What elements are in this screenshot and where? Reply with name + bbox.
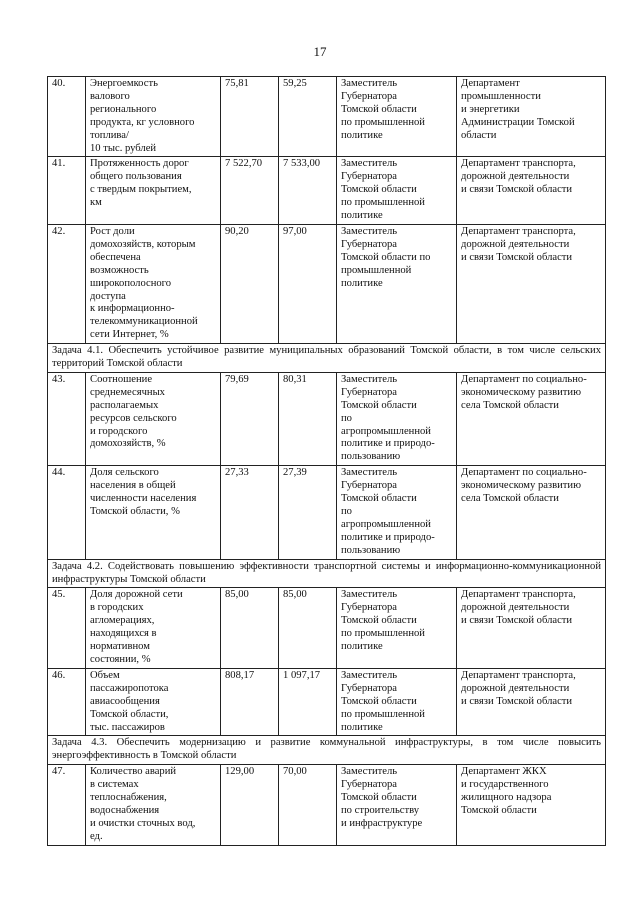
table-row-47 [48,765,606,845]
target-value: 59,25 [279,77,337,157]
task-row-4-3 [48,736,606,765]
responsible-official: Заместитель Губернатора Томской области по агропромышленной политике и природо- пользованию [337,372,457,465]
indicator-name: Количество аварий в системах теплоснабжения, водоснабжения и очистки сточных вод, ед. [86,765,221,845]
responsible-department: Департамент транспорта, дорожной деятельности и связи Томской области [457,668,606,736]
responsible-department: Департамент по социально- экономическому развитию села Томской области [457,466,606,559]
base-value: 85,00 [221,588,279,668]
row-number: 46. [48,668,86,736]
task-row-4-1 [48,344,606,373]
table-row-41 [48,157,606,225]
row-number: 47. [48,765,86,845]
task-heading: Задача 4.2. Содействовать повышению эффективности транспортной системы и информационно-коммуникационной инфраструктуры Томской области [48,559,606,588]
base-value: 75,81 [221,77,279,157]
responsible-department: Департамент транспорта, дорожной деятельности и связи Томской области [457,224,606,343]
table-row-40 [48,77,606,157]
base-value: 7 522,70 [221,157,279,225]
base-value: 27,33 [221,466,279,559]
target-value: 85,00 [279,588,337,668]
base-value: 90,20 [221,224,279,343]
target-value: 80,31 [279,372,337,465]
row-number: 41. [48,157,86,225]
table-row-45 [48,588,606,668]
row-number: 45. [48,588,86,668]
task-row-4-2 [48,559,606,588]
table-row-42 [48,224,606,343]
task-heading: Задача 4.3. Обеспечить модернизацию и развитие коммунальной инфраструктуры, в том числе повысить энергоэффективность в Томской области [48,736,606,765]
responsible-department: Департамент промышленности и энергетики Администрации Томской области [457,77,606,157]
row-number: 40. [48,77,86,157]
responsible-official: Заместитель Губернатора Томской области по промышленной политике [337,224,457,343]
responsible-department: Департамент ЖКХ и государственного жилищного надзора Томской области [457,765,606,845]
task-heading: Задача 4.1. Обеспечить устойчивое развитие муниципальных образований Томской области, в том числе сельских территорий Томской области [48,344,606,373]
indicator-name: Энергоемкость валового регионального продукта, кг условного топлива/ 10 тыс. рублей [86,77,221,157]
responsible-official: Заместитель Губернатора Томской области по промышленной политике [337,588,457,668]
row-number: 42. [48,224,86,343]
indicator-name: Доля дорожной сети в городских агломерациях, находящихся в нормативном состоянии, % [86,588,221,668]
indicator-name: Объем пассажиропотока авиасообщения Томской области, тыс. пассажиров [86,668,221,736]
responsible-official: Заместитель Губернатора Томской области по промышленной политике [337,157,457,225]
indicators-table-body [48,77,606,846]
table-row-44 [48,466,606,559]
target-value: 27,39 [279,466,337,559]
table-row-46 [48,668,606,736]
indicators-table [47,76,606,846]
row-number: 44. [48,466,86,559]
table-row-43 [48,372,606,465]
base-value: 79,69 [221,372,279,465]
responsible-official: Заместитель Губернатора Томской области по агропромышленной политике и природо- пользованию [337,466,457,559]
responsible-official: Заместитель Губернатора Томской области по промышленной политике [337,77,457,157]
page-number: 17 [313,44,327,59]
target-value: 1 097,17 [279,668,337,736]
indicator-name: Доля сельского населения в общей численности населения Томской области, % [86,466,221,559]
base-value: 129,00 [221,765,279,845]
indicator-name: Протяженность дорог общего пользования с твердым покрытием, км [86,157,221,225]
indicator-name: Рост доли домохозяйств, которым обеспечена возможность широкополосного доступа к информационно- телекоммуникационной сети Интернет, % [86,224,221,343]
responsible-department: Департамент транспорта, дорожной деятельности и связи Томской области [457,588,606,668]
responsible-department: Департамент транспорта, дорожной деятельности и связи Томской области [457,157,606,225]
base-value: 808,17 [221,668,279,736]
responsible-official: Заместитель Губернатора Томской области по строительству и инфраструктуре [337,765,457,845]
target-value: 97,00 [279,224,337,343]
responsible-official: Заместитель Губернатора Томской области по промышленной политике [337,668,457,736]
target-value: 70,00 [279,765,337,845]
responsible-department: Департамент по социально- экономическому развитию села Томской области [457,372,606,465]
target-value: 7 533,00 [279,157,337,225]
indicator-name: Соотношение среднемесячных располагаемых ресурсов сельского и городского домохозяйств, % [86,372,221,465]
row-number: 43. [48,372,86,465]
